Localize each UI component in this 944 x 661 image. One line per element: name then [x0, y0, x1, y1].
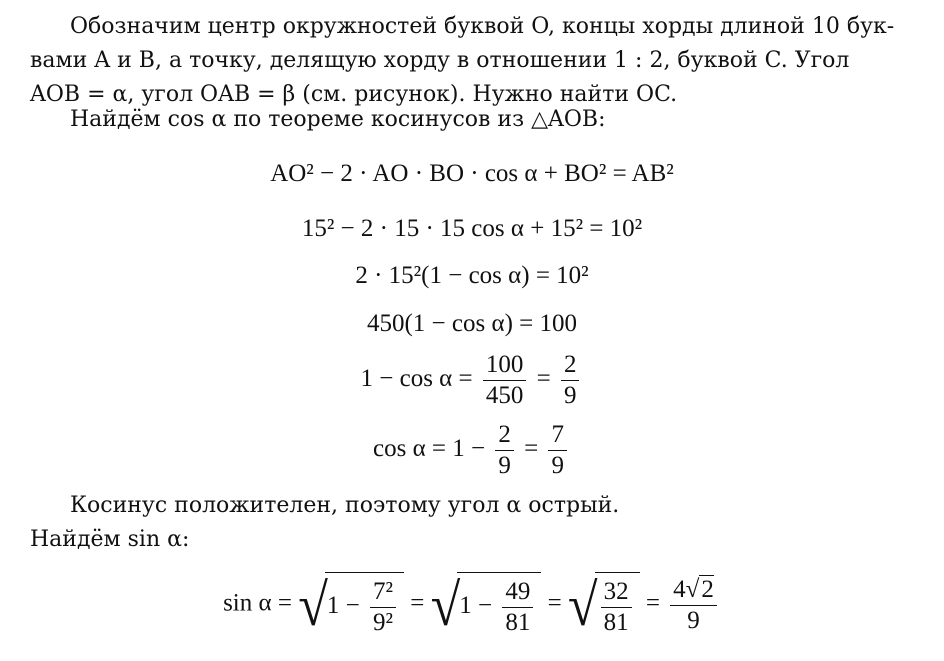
- fraction-numerator: 100: [483, 350, 527, 381]
- equals-sign: =: [547, 589, 562, 617]
- result-coefficient: 4: [673, 575, 686, 603]
- fraction-denominator: 9²: [372, 609, 393, 636]
- fraction-denominator: 9: [563, 382, 577, 409]
- find-cos-text: [30, 103, 915, 137]
- radicand-one-minus: 1 −: [459, 592, 493, 620]
- fraction-100-450: [483, 350, 527, 411]
- radical-sign: √: [298, 572, 328, 638]
- equation-simplified: 450(1 − cos α) = 100: [366, 310, 578, 337]
- fraction-denominator: 450: [485, 382, 524, 409]
- fraction-numerator: 32: [601, 577, 632, 608]
- eq5-left: 1 − cos α =: [360, 365, 473, 393]
- fraction-2-9: [495, 420, 514, 481]
- fraction-denominator: 81: [603, 609, 629, 636]
- radical-sign: √: [567, 572, 598, 638]
- intro-line-2: вами A и B, а точку, делящую хорду в отношении 1 : 2, буквой C. Угол: [30, 48, 850, 73]
- fraction-numerator: 2: [561, 350, 580, 381]
- fraction-numerator: 49: [502, 577, 533, 608]
- equals-sign: =: [524, 435, 539, 463]
- radical-sign: √: [430, 572, 461, 638]
- find-cos-label: Найдём cos α по теореме косинусов из △AOB:: [70, 107, 606, 132]
- sqrt-32-81: [568, 572, 640, 638]
- fraction-denominator: 9: [687, 606, 700, 634]
- equation-substituted: 15² − 2 · 15 · 15 cos α + 15² = 10²: [301, 215, 643, 242]
- fraction-numerator: 7²: [370, 577, 396, 608]
- positive-label: Косинус положителен, поэтому угол α острый.: [70, 493, 620, 518]
- radicand: [325, 572, 404, 638]
- fraction-7-9: [548, 420, 567, 481]
- fraction-numerator: 7: [548, 420, 567, 451]
- radicand-one-minus: 1 −: [326, 592, 360, 620]
- fraction-denominator: 9: [498, 452, 511, 479]
- eq6-left: cos α = 1 −: [373, 435, 486, 463]
- fraction-denominator: 81: [505, 609, 531, 636]
- intro-paragraph: [30, 10, 915, 112]
- positive-text: [30, 489, 915, 557]
- fraction-denominator: 9: [551, 452, 564, 479]
- result-radicand: 2: [701, 575, 714, 603]
- fraction-result: [670, 575, 717, 636]
- radicand: [457, 572, 541, 638]
- equation-cos-value: [0, 420, 944, 481]
- equation-one-minus-cos: [0, 350, 944, 411]
- radicand: [595, 572, 640, 638]
- intro-line-1: Обозначим центр окружностей буквой O, концы хорды длиной 10 бук-: [70, 14, 895, 39]
- fraction-7sq-9sq: [370, 577, 396, 638]
- equals-sign: =: [536, 365, 551, 393]
- fraction-numerator: 4√2: [670, 575, 717, 606]
- find-sin-label: Найдём sin α:: [30, 527, 190, 552]
- fraction-32-81: [601, 577, 632, 638]
- equals-sign: =: [410, 589, 425, 617]
- fraction-49-81: [502, 577, 533, 638]
- equation-sin-value: [0, 572, 944, 638]
- equals-sign: =: [645, 589, 660, 617]
- fraction-numerator: 2: [495, 420, 514, 451]
- sin-left: sin α =: [223, 589, 292, 617]
- equation-factored: 2 · 15²(1 − cos α) = 10²: [355, 262, 589, 289]
- sqrt-one-minus-49-81: [431, 572, 542, 638]
- sqrt-one-minus-7sq-9sq: [298, 572, 404, 638]
- equation-cosine-law: AO² − 2 · AO · BO · cos α + BO² = AB²: [270, 160, 674, 187]
- fraction-2-9: [561, 350, 580, 411]
- intro-line-3: AOB = α, угол OAB = β (см. рисунок). Нужно найти OC.: [30, 82, 678, 107]
